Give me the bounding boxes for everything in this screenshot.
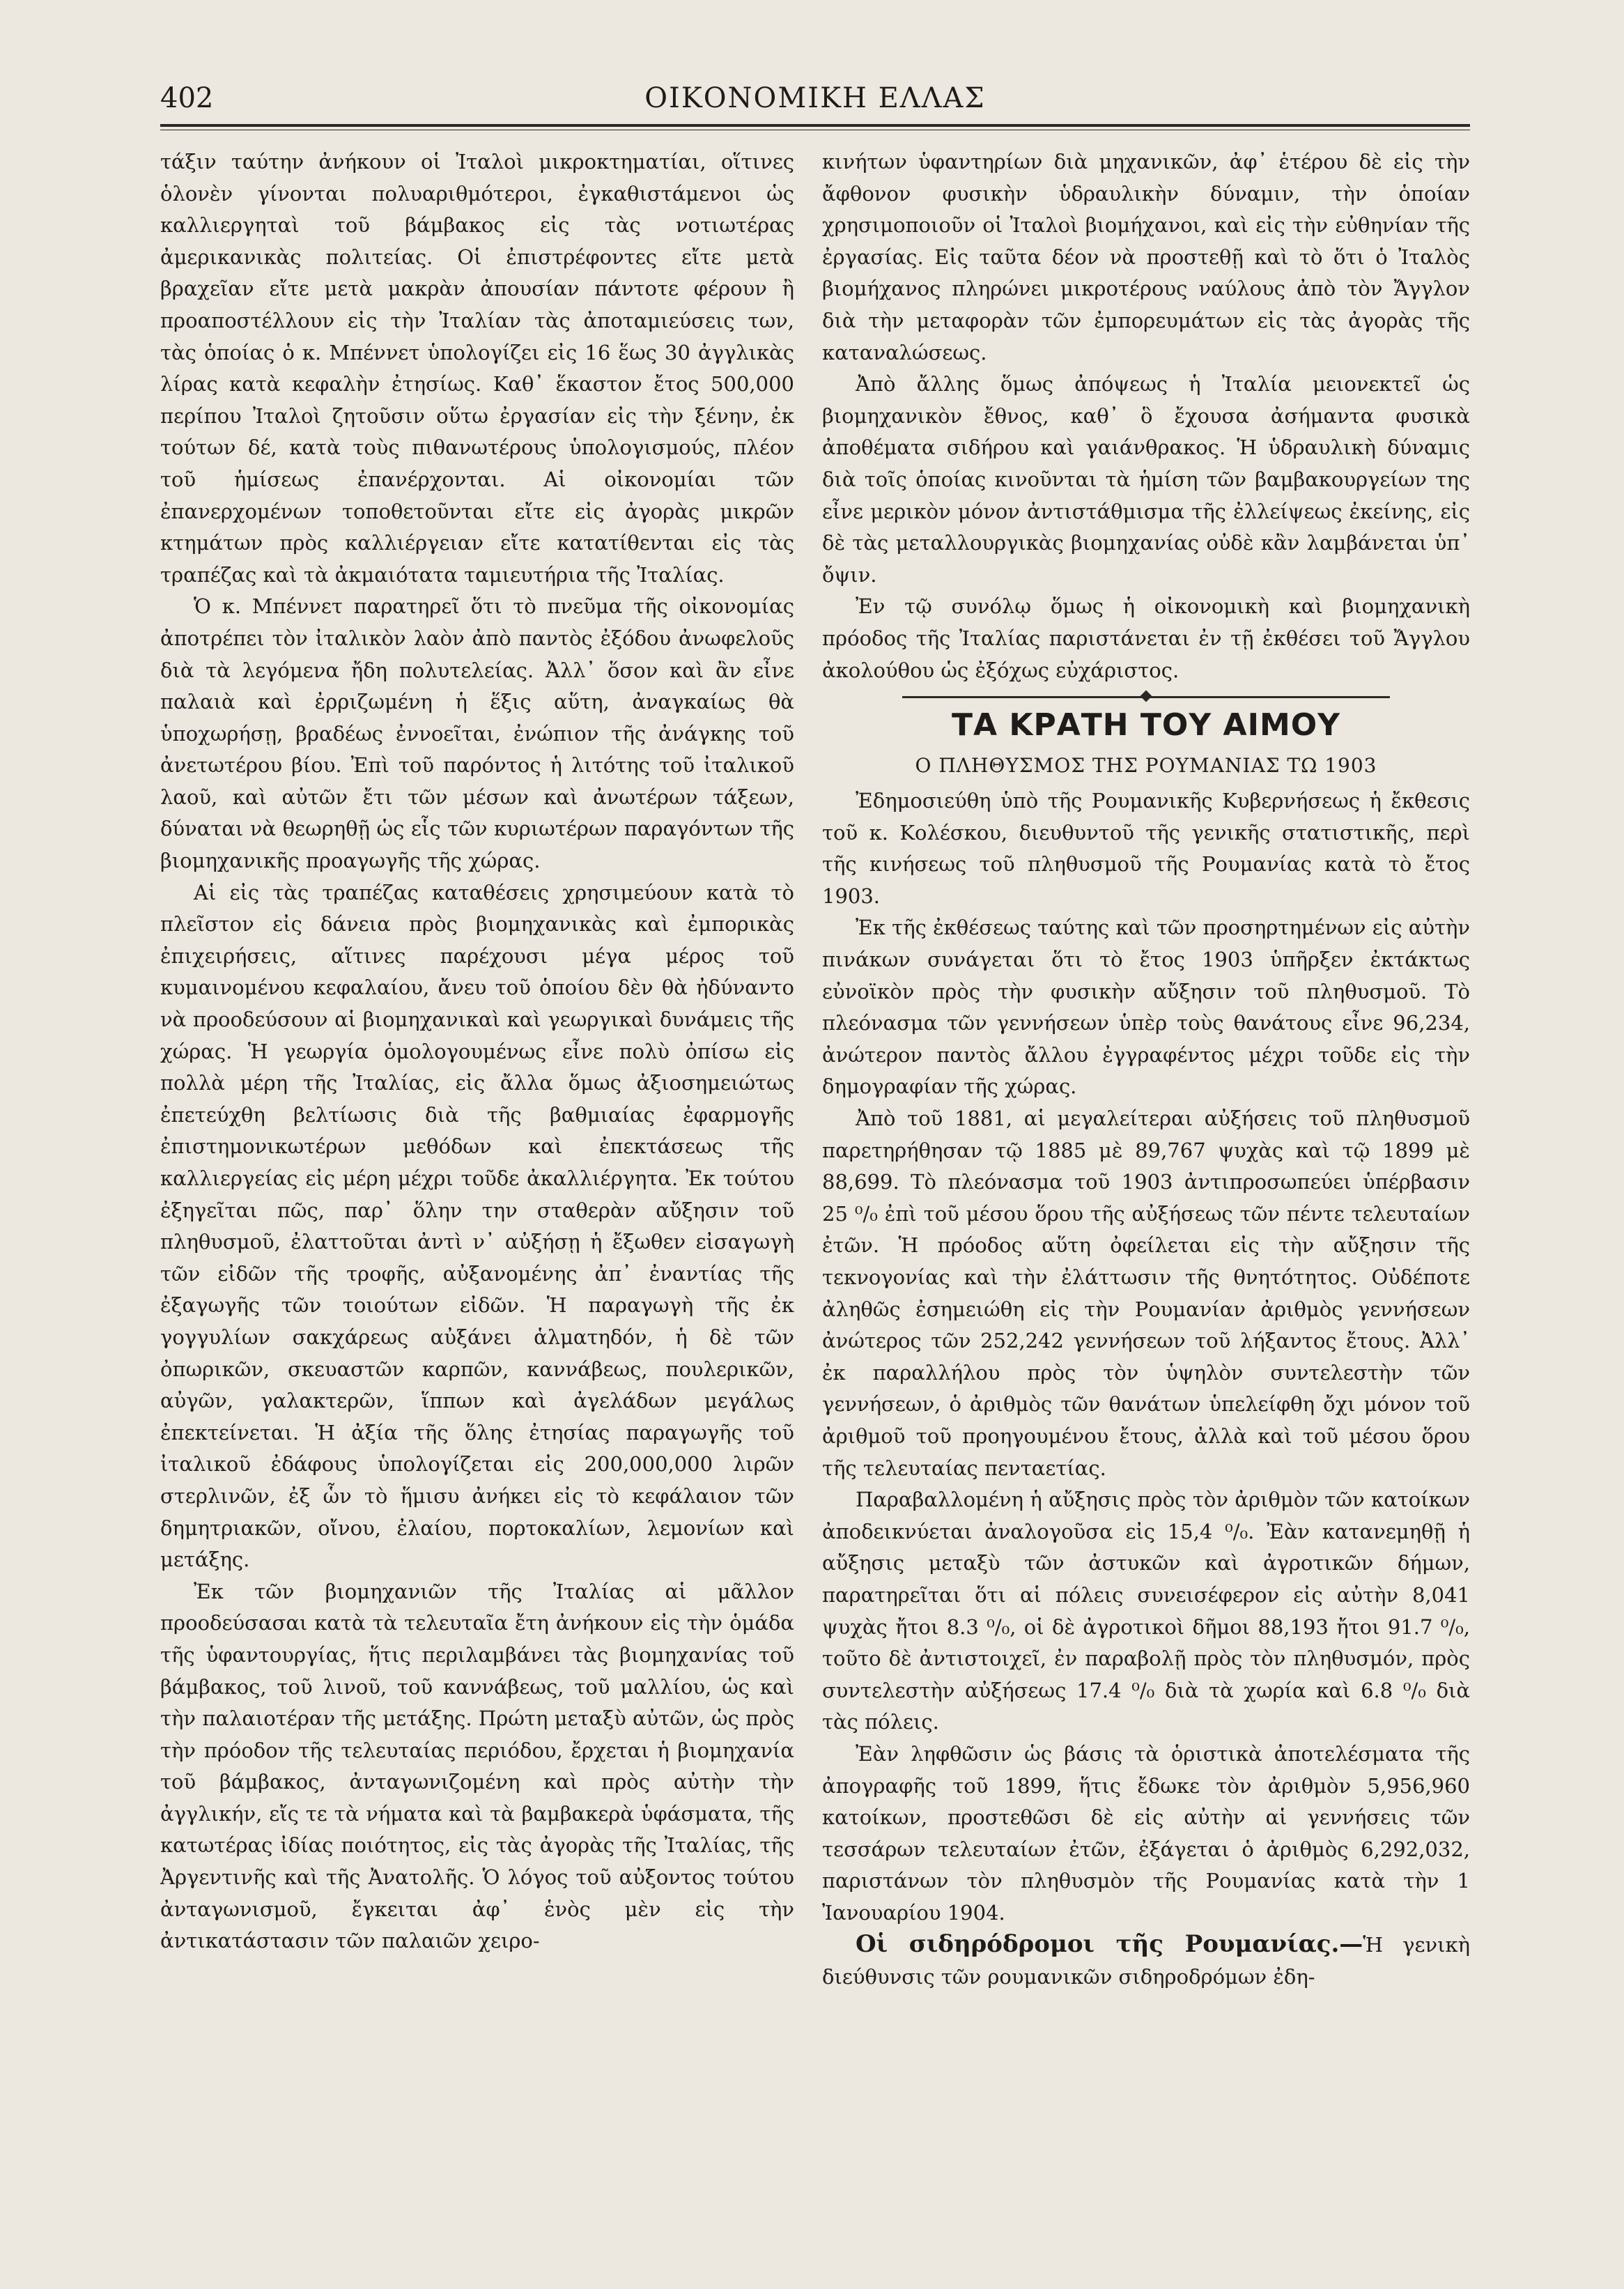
right-column bbox=[822, 146, 1470, 2251]
paragraph: Ἐδημοσιεύθη ὑπὸ τῆς Ρουμανικῆς Κυβερνήσεως ἡ ἔκθεσις τοῦ κ. Κολέσκου, διευθυντοῦ τῆς γενικῆς στατιστικῆς, περὶ τῆς κινήσεως τοῦ πληθυσμοῦ τῆς Ρουμανίας κατὰ τὸ ἔτος 1903. bbox=[822, 789, 1470, 908]
paragraph-with-run-in-heading bbox=[822, 1929, 1470, 1993]
paragraph: τάξιν ταύτην ἀνήκουν οἱ Ἰταλοὶ μικροκτηματίαι, οἵτινες ὁλονὲν γίνονται πολυαριθμότεροι, ἐγκαθιστάμενοι ὡς καλλιεργηταὶ τοῦ βάμβακος εἰς τὰς νοτιωτέρας ἀμερικανικὰς πολιτείας. Οἱ ἐπιστρέφοντες εἴτε μετὰ βραχεῖαν εἴτε μετὰ μακρὰν ἀπουσίαν πάντοτε φέρουν ἢ προαποστέλλουν εἰς τὴν Ἰταλίαν τὰς ἀποταμιεύσεις των, τὰς ὁποίας ὁ κ. Μπέννετ ὑπολογίζει εἰς 16 ἕως 30 ἀγγλικὰς λίρας κατὰ κεφαλὴν ἐτησίως. Καθ᾽ ἕκαστον ἔτος 500,000 περίπου Ἰταλοὶ ζητοῦσιν οὕτω ἐργασίαν εἰς τὴν ξένην, ἐκ τούτων δέ, κατὰ τοὺς πιθανωτέρους ὑπολογισμούς, πλέον τοῦ ἡμίσεως ἐπανέρχονται. Αἱ οἰκονομίαι τῶν ἐπανερχομένων τοποθετοῦνται εἴτε εἰς ἀγορὰς μικρῶν κτημάτων πρὸς καλλιέργειαν εἴτε κατατίθενται εἰς τὰς τραπέζας καὶ τὰ ἀκμαιότατα ταμιευτήρια τῆς Ἰταλίας. bbox=[160, 150, 794, 587]
paragraph: Αἱ εἰς τὰς τραπέζας καταθέσεις χρησιμεύουν κατὰ τὸ πλεῖστον εἰς δάνεια πρὸς βιομηχανικὰς καὶ ἐμπορικὰς ἐπιχειρήσεις, αἵτινες παρέχουσι μέγα μέρος τοῦ κυμαινομένου κεφαλαίου, ἄνευ τοῦ ὁποίου δὲν θὰ ἠδύναντο νὰ προοδεύσουν αἱ βιομηχανικαὶ καὶ γεωργικαὶ δυνάμεις τῆς χώρας. Ἡ γεωργία ὁμολογουμένως εἶνε πολὺ ὀπίσω εἰς πολλὰ μέρη τῆς Ἰταλίας, εἰς ἄλλα ὅμως ἀξιοσημειώτως ἐπετεύχθη βελτίωσις διὰ τῆς βαθμιαίας ἐφαρμογῆς ἐπιστημονικωτέρων μεθόδων καὶ ἐπεκτάσεως τῆς καλλιεργείας εἰς μέρη μέχρι τοῦδε ἀκαλλιέργητα. Ἐκ τούτου ἐξηγεῖται πῶς, παρ᾽ ὅλην την σταθερὰν αὔξησιν τοῦ πληθυσμοῦ, ἐλαττοῦται ἀντὶ ν᾽ αὐξήσῃ ἡ ἔξωθεν εἰσαγωγὴ τῶν εἰδῶν τῆς τροφῆς, αὐξανομένης ἀπ᾽ ἐναντίας τῆς ἐξαγωγῆς τῶν τοιούτων εἰδῶν. Ἡ παραγωγὴ τῆς ἐκ γογγυλίων σακχάρεως αὐξάνει ἁλματηδόν, ἡ δὲ τῶν ὀπωρικῶν, σκευαστῶν καρπῶν, καννάβεως, πουλερικῶν, αὐγῶν, γαλακτερῶν, ἵππων καὶ ἀγελάδων μεγάλως ἐπεκτείνεται. Ἡ ἀξία τῆς ὅλης ἐτησίας παραγωγῆς τοῦ ἰταλικοῦ ἐδάφους ὑπολογίζεται εἰς 200,000,000 λιρῶν στερλινῶν, ἐξ ὧν τὸ ἥμισυ ἀνήκει εἰς τὸ κεφάλαιον τῶν δημητριακῶν, οἴνου, ἐλαίου, πορτοκαλίων, λεμονίων καὶ μετάξης. bbox=[160, 880, 794, 1572]
paragraph: Ἐκ τῶν βιομηχανιῶν τῆς Ἰταλίας αἱ μᾶλλον προοδεύσασαι κατὰ τὰ τελευταῖα ἔτη ἀνήκουν εἰς τὴν ὁμάδα τῆς ὑφαντουργίας, ἥτις περιλαμβάνει τὰς βιομηχανίας τοῦ βάμβακος, τοῦ λινοῦ, τοῦ καννάβεως, τοῦ μαλλίου, ὡς καὶ τὴν παλαιοτέραν τῆς μετάξης. Πρώτη μεταξὺ αὐτῶν, ὡς πρὸς τὴν πρόοδον τῆς τελευταίας περιόδου, ἔρχεται ἡ βιομηχανία τοῦ βάμβακος, ἀνταγωνιζομένη καὶ πρὸς αὐτὴν τὴν ἀγγλικήν, εἴς τε τὰ νήματα καὶ τὰ βαμβακερὰ ὑφάσματα, τῆς κατωτέρας ἰδίας ποιότητος, εἰς τὰς ἀγορὰς τῆς Ἰταλίας, τῆς Ἀργεντινῆς καὶ τῆς Ἀνατολῆς. Ὁ λόγος τοῦ αὐξοντος τούτου ἀνταγωνισμοῦ, ἔγκειται ἀφ᾽ ἑνὸς μὲν εἰς τὴν ἀντικατάστασιν τῶν παλαιῶν χειρο- bbox=[160, 1579, 794, 1953]
run-in-heading: Οἱ σιδηρόδρομοι τῆς Ρουμανίας.— bbox=[856, 1930, 1363, 1959]
running-title: ΟΙΚΟΝΟΜΙΚΗ ΕΛΛΑΣ bbox=[644, 82, 986, 114]
section-subtitle: Ο ΠΛΗΘΥΣΜΟΣ ΤΗΣ ΡΟΥΜΑΝΙΑΣ ΤΩ 1903 bbox=[915, 754, 1377, 778]
paragraph: Ὁ κ. Μπέννετ παρατηρεῖ ὅτι τὸ πνεῦμα τῆς οἰκονομίας ἀποτρέπει τὸν ἰταλικὸν λαὸν ἀπὸ παντὸς ἐξόδου ἀνωφελοῦς διὰ τὰ λεγόμενα ἤδη πολυτελείας. Ἀλλ᾽ ὅσον καὶ ἂν εἶνε παλαιὰ καὶ ἐρριζωμένη ἡ ἕξις αὕτη, ἀναγκαίως θὰ ὑποχωρήσῃ, βραδέως ἐννοεῖται, ἐνώπιον τῆς ἀνάγκης τοῦ ἀνετωτέρου βίου. Ἐπὶ τοῦ παρόντος ἡ λιτότης τοῦ ἰταλικοῦ λαοῦ, καὶ αὐτῶν ἔτι τῶν μέσων καὶ ἀνωτέρων τάξεων, δύναται νὰ θεωρηθῇ ὡς εἷς τῶν κυριωτέρων παραγόντων τῆς βιομηχανικῆς προαγωγῆς τῆς χώρας. bbox=[160, 594, 794, 873]
page-header bbox=[160, 77, 1470, 118]
paragraph: Ἀπὸ ἄλλης ὅμως ἀπόψεως ἡ Ἰταλία μειονεκτεῖ ὡς βιομηχανικὸν ἔθνος, καθ᾽ ὃ ἔχουσα ἀσήμαντα φυσικὰ ἀποθέματα σιδήρου καὶ γαιάνθρακος. Ἡ ὑδραυλικὴ δύναμις διὰ τοῖς ὁποίας κινοῦνται τὰ ἡμίση τῶν βαμβακουργείων της εἶνε μερικὸν μόνον ἀντιστάθμισμα τῆς ἐλλείψεως ἐκείνης, εἰς δὲ τὰς μεταλλουργικὰς βιομηχανίας οὐδὲ κἂν λαμβάνεται ὑπ᾽ ὄψιν. bbox=[822, 372, 1470, 587]
paragraph: Ἐὰν ληφθῶσιν ὡς βάσις τὰ ὁριστικὰ ἀποτελέσματα τῆς ἀπογραφῆς τοῦ 1899, ἥτις ἔδωκε τὸν ἀριθμὸν 5,956,960 κατοίκων, προστεθῶσι δὲ εἰς αὐτὴν αἱ γεννήσεις τῶν τεσσάρων τελευταίων ἐτῶν, ἐξάγεται ὁ ἀριθμὸς 6,292,032, παριστάνων τὸν πληθυσμὸν τῆς Ρουμανίας κατὰ τὴν 1 Ἰανουαρίου 1904. bbox=[822, 1741, 1470, 1925]
section-divider bbox=[902, 692, 1390, 702]
paragraph: Ἀπὸ τοῦ 1881, αἱ μεγαλείτεραι αὐξήσεις τοῦ πληθυσμοῦ παρετηρήθησαν τῷ 1885 μὲ 89,767 ψυχὰς καὶ τῷ 1899 μὲ 88,699. Τὸ πλεόνασμα τοῦ 1903 ἀντιπροσωπεύει ὑπέρβασιν 25 ⁰/₀ ἐπὶ τοῦ μέσου ὅρου τῆς αὐξήσεως τῶν πέντε τελευταίων ἐτῶν. Ἡ πρόοδος αὕτη ὀφείλεται εἰς τὴν αὔξησιν τῆς τεκνογονίας καὶ τὴν ἐλάττωσιν τῆς θνητότητος. Οὐδέποτε ἀληθῶς ἐσημειώθη εἰς τὴν Ρουμανίαν ἀριθμὸς γεννήσεων ἀνώτερος τῶν 252,242 γεννήσεων τοῦ λήξαντος ἔτους. Ἀλλ᾽ ἐκ παραλλήλου πρὸς τὸν ὑψηλὸν συντελεστὴν τῶν γεννήσεων, ὁ ἀριθμὸς τῶν θανάτων ὑπελείφθη ὄχι μόνον τοῦ ἀριθμοῦ τοῦ προηγουμένου ἔτους, ἀλλὰ καὶ τοῦ μέσου ὅρου τῆς τελευταίας πενταετίας. bbox=[822, 1107, 1470, 1480]
paragraph: κινήτων ὑφαντηρίων διὰ μηχανικῶν, ἀφ᾽ ἑτέρου δὲ εἰς τὴν ἄφθονον φυσικὴν ὑδραυλικὴν δύναμιν, τὴν ὁποίαν χρησιμοποιοῦν οἱ Ἰταλοὶ βιομήχανοι, καὶ εἰς τὴν εὐθηνίαν τῆς ἐργασίας. Εἰς ταῦτα δέον νὰ προστεθῇ καὶ τὸ ὅτι ὁ Ἰταλὸς βιομήχανος πληρώνει μικροτέρους ναύλους ἀπὸ τὸν Ἄγγλον διὰ τὴν μεταφορὰν τῶν ἐμπορευμάτων εἰς τὰς ἀγορὰς τῆς καταναλώσεως. bbox=[822, 150, 1470, 364]
page-number: 402 bbox=[160, 82, 214, 114]
header-rule bbox=[160, 124, 1470, 127]
section-title: ΤΑ ΚΡΑΤΗ ΤΟΥ ΑΙΜΟΥ bbox=[951, 707, 1340, 743]
paragraph: Ἐκ τῆς ἐκθέσεως ταύτης καὶ τῶν προσηρτημένων εἰς αὐτὴν πινάκων συνάγεται ὅτι τὸ ἔτος 1903 ὑπῆρξεν ἐκτάκτως εὐνοϊκὸν πρὸς τὴν φυσικὴν αὔξησιν τοῦ πληθυσμοῦ. Τὸ πλεόνασμα τῶν γεννήσεων ὑπὲρ τοὺς θανάτους εἶνε 96,234, ἀνώτερον παντὸς ἄλλου ἐγγραφέντος μέχρι τοῦδε εἰς τὴν δημογραφίαν τῆς χώρας. bbox=[822, 916, 1470, 1099]
paragraph: Παραβαλλομένη ἡ αὔξησις πρὸς τὸν ἀριθμὸν τῶν κατοίκων ἀποδεικνύεται ἀναλογοῦσα εἰς 15,4 ⁰/₀. Ἐὰν κατανεμηθῇ ἡ αὔξησις μεταξὺ τῶν ἀστυκῶν καὶ ἀγροτικῶν δήμων, παρατηρεῖται ὅτι αἱ πόλεις συνεισέφερον εἰς αὐτὴν 8,041 ψυχὰς ἤτοι 8.3 ⁰/₀, οἱ δὲ ἀγροτικοὶ δῆμοι 88,193 ἤτοι 91.7 ⁰/₀, τοῦτο δὲ ἀντιστοιχεῖ, ἐν παραβολῇ πρὸς τὸν πληθυσμόν, πρὸς συντελεστὴν αὐξήσεως 17.4 ⁰/₀ διὰ τὰ χωρία καὶ 6.8 ⁰/₀ διὰ τὰς πόλεις. bbox=[822, 1488, 1470, 1734]
paragraph: Ἐν τῷ συνόλῳ ὅμως ἡ οἰκονομικὴ καὶ βιομηχανικὴ πρόοδος τῆς Ἰταλίας παριστάνεται ἐν τῇ ἐκθέσει τοῦ Ἄγγλου ἀκολούθου ὡς ἐξόχως εὐχάριστος. bbox=[822, 594, 1470, 682]
paragraph-text: Ἡ γενικὴ διεύθυνσις τῶν ρουμανικῶν σιδηροδρόμων ἐδη- bbox=[822, 1933, 1470, 1989]
left-column bbox=[160, 146, 794, 2251]
diamond-ornament-icon bbox=[1140, 691, 1152, 702]
